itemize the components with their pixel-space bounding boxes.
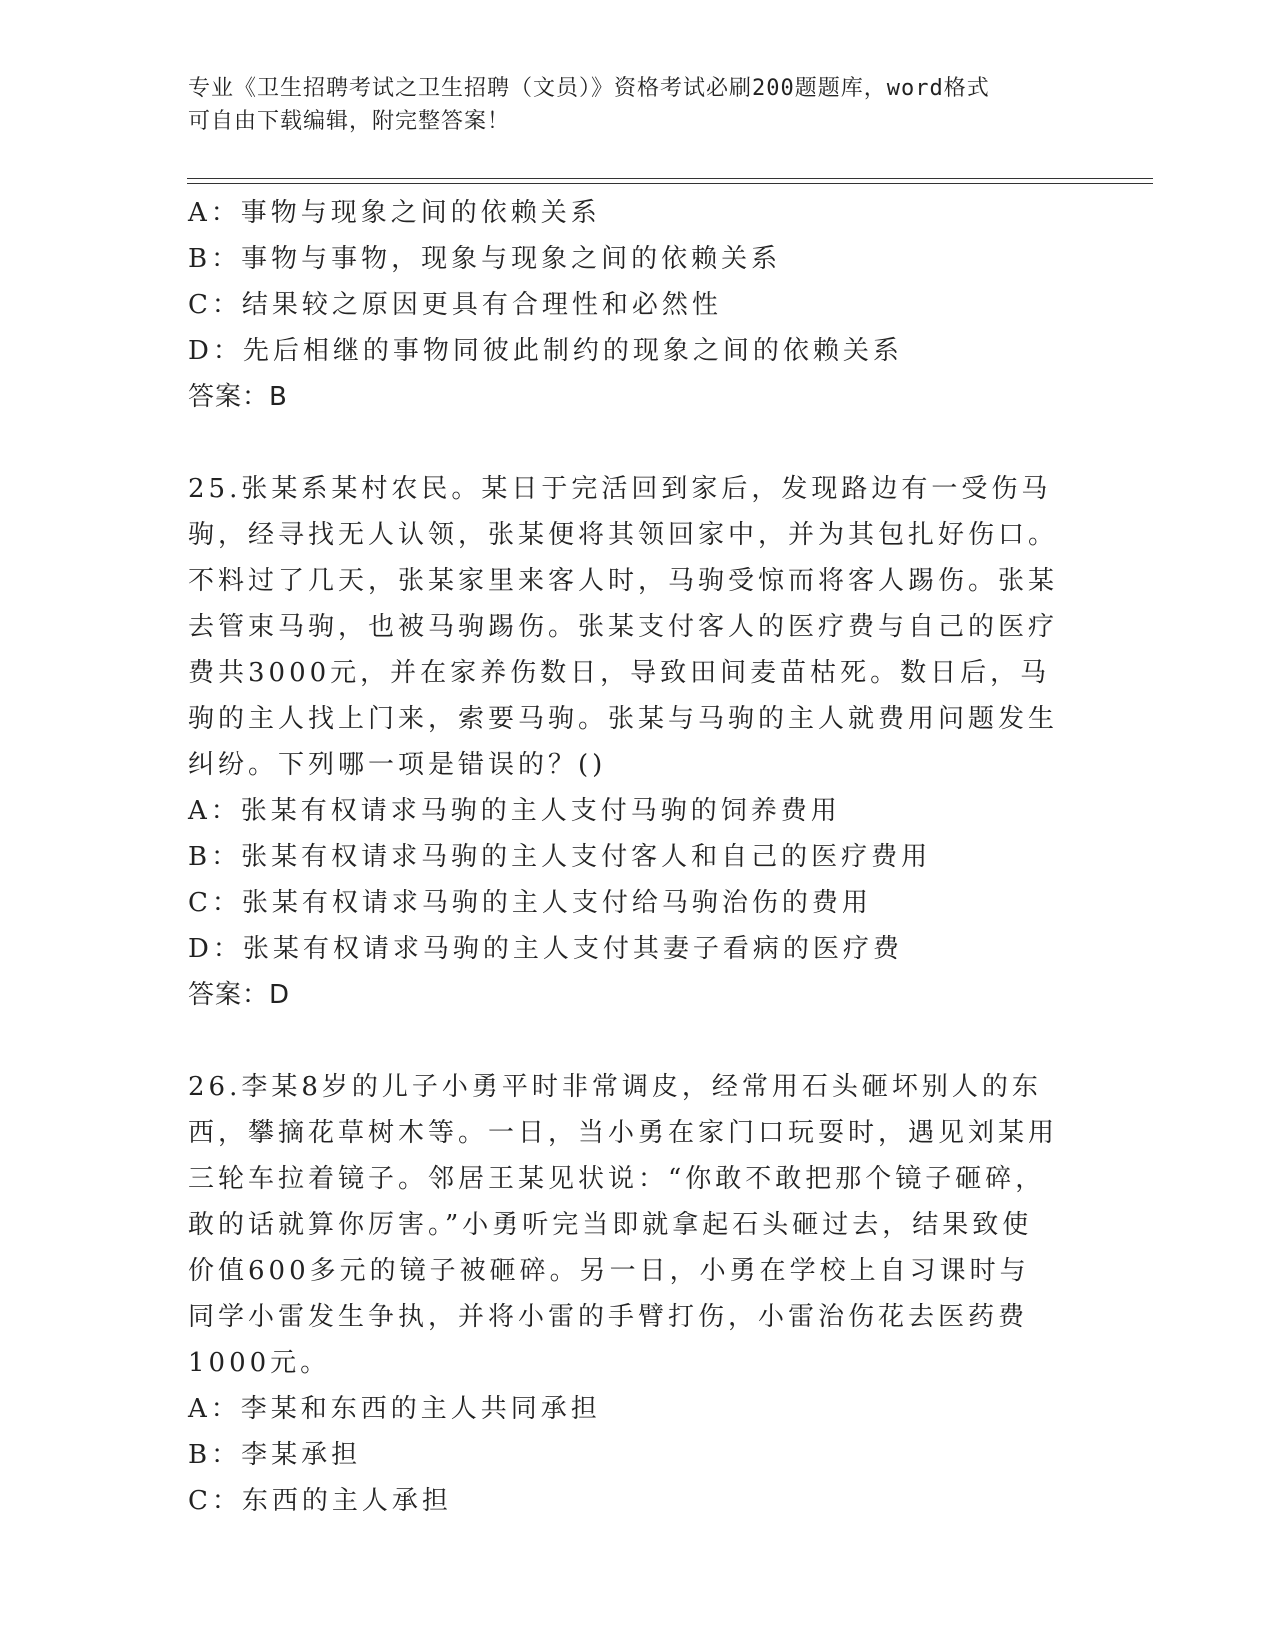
option-c: C：结果较之原因更具有合理性和必然性 bbox=[188, 290, 722, 320]
header-rule-bottom bbox=[187, 183, 1153, 184]
question-25-block bbox=[188, 466, 1088, 1018]
question-text: 25.张某系某村农民。某日于完活回到家后，发现路边有一受伤马驹，经寻找无人认领，张某便将其领回家中，并为其包扎好伤口。不料过了几天，张某家里来客人时，马驹受惊而将客人踢伤。张某去管束马驹，也被马驹踢伤。张某支付客人的医疗费与自己的医疗费共3000元，并在家养伤数日，导致田间麦苗枯死。数日后，马驹的主人找上门来，索要马驹。张某与马驹的主人就费用问题发生纠纷。下列哪一项是错误的？() bbox=[188, 474, 1059, 780]
spacer bbox=[188, 420, 1088, 466]
option-a: A：张某有权请求马驹的主人支付马驹的饲养费用 bbox=[188, 796, 841, 826]
option-d: D：张某有权请求马驹的主人支付其妻子看病的医疗费 bbox=[188, 934, 903, 964]
header-rule-top bbox=[187, 178, 1153, 179]
option-b: B：事物与事物，现象与现象之间的依赖关系 bbox=[188, 244, 782, 274]
header-line-2: 可自由下载编辑，附完整答案！ bbox=[188, 109, 511, 134]
option-d: D：先后相继的事物同彼此制约的现象之间的依赖关系 bbox=[188, 336, 903, 366]
answer-line: 答案：B bbox=[188, 382, 288, 412]
document-header bbox=[188, 72, 1058, 138]
document-body bbox=[188, 190, 1088, 1524]
option-a: A：李某和东西的主人共同承担 bbox=[188, 1394, 601, 1424]
option-a: A：事物与现象之间的依赖关系 bbox=[188, 198, 601, 228]
answer-line: 答案：D bbox=[188, 980, 291, 1010]
question-26-block bbox=[188, 1064, 1088, 1524]
question-24-block bbox=[188, 190, 1088, 420]
option-c: C：东西的主人承担 bbox=[188, 1486, 452, 1516]
option-b: B：李某承担 bbox=[188, 1440, 362, 1470]
option-b: B：张某有权请求马驹的主人支付客人和自己的医疗费用 bbox=[188, 842, 932, 872]
question-text: 26.李某8岁的儿子小勇平时非常调皮，经常用石头砸坏别人的东西，攀摘花草树木等。一日，当小勇在家门口玩耍时，遇见刘某用三轮车拉着镜子。邻居王某见状说：“你敢不敢把那个镜子砸碎，敢的话就算你厉害。”小勇听完当即就拿起石头砸过去，结果致使价值600多元的镜子被砸碎。另一日，小勇在学校上自习课时与同学小雷发生争执，并将小雷的手臂打伤，小雷治伤花去医药费1000元。 bbox=[188, 1072, 1059, 1378]
spacer bbox=[188, 1018, 1088, 1064]
option-c: C：张某有权请求马驹的主人支付给马驹治伤的费用 bbox=[188, 888, 872, 918]
header-line-1: 专业《卫生招聘考试之卫生招聘（文员）》资格考试必刷200题题库，word格式 bbox=[188, 76, 990, 101]
